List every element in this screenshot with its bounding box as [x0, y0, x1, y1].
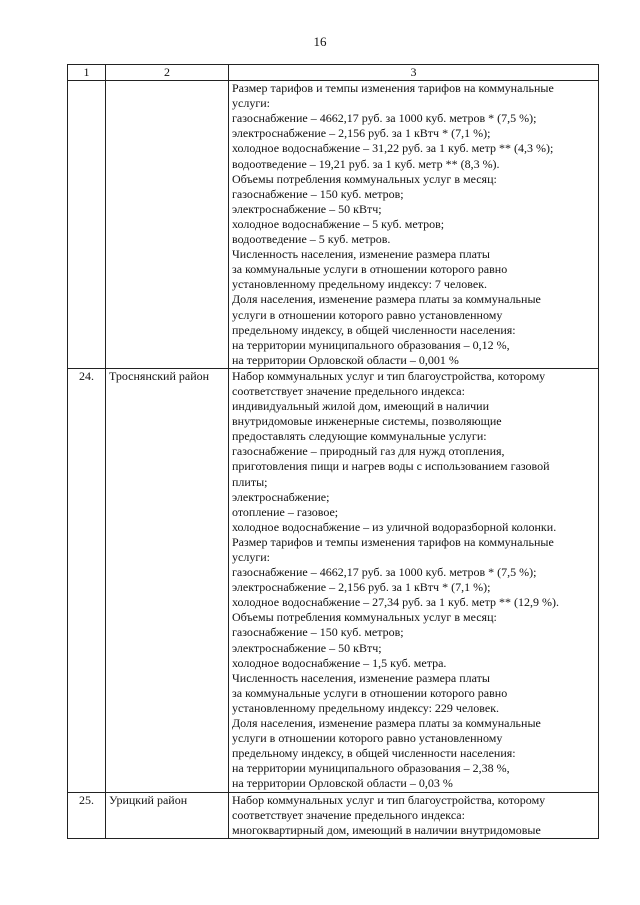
text-line: газоснабжение – 150 куб. метров; — [232, 186, 404, 201]
text-line: многоквартирный дом, имеющий в наличии внутридомовые — [232, 822, 541, 837]
text-line: приготовления пищи и нагрев воды с использованием газовой — [232, 459, 550, 474]
text-line: предоставлять следующие коммунальные услуги: — [232, 429, 487, 444]
row-number-cell — [68, 81, 106, 369]
text-line: газоснабжение – 150 куб. метров; — [232, 625, 404, 640]
text-line: газоснабжение – природный газ для нужд отопления, — [232, 444, 505, 459]
text-line: газоснабжение – 4662,17 руб. за 1000 куб. метров * (7,5 %); — [232, 565, 537, 580]
text-line: Набор коммунальных услуг и тип благоустройства, которому — [232, 368, 546, 383]
text-line: холодное водоснабжение – 5 куб. метров; — [232, 216, 445, 231]
text-line: установленному предельному индексу: 229 человек. — [232, 700, 500, 715]
row-number-cell: 24. — [68, 368, 106, 792]
text-line: внутридомовые инженерные системы, позволяющие — [232, 414, 502, 429]
text-line: за коммунальные услуги в отношении которого равно — [232, 262, 508, 277]
text-line: на территории муниципального образования – 0,12 %, — [232, 337, 510, 352]
text-line: установленному предельному индексу: 7 человек. — [232, 277, 488, 292]
text-line: холодное водоснабжение – 1,5 куб. метра. — [232, 655, 447, 670]
text-line: Размер тарифов и темпы изменения тарифов на коммунальные — [232, 534, 554, 549]
text-line: предельному индексу, в общей численности населения: — [232, 746, 516, 761]
text-line: услуги: — [232, 550, 270, 564]
text-line: Доля населения, изменение размера платы за коммунальные — [232, 292, 541, 307]
header-cell-3: 3 — [229, 65, 599, 81]
table-row — [68, 368, 599, 792]
text-line: за коммунальные услуги в отношении которого равно — [232, 685, 508, 700]
text-line: Объемы потребления коммунальных услуг в месяц: — [232, 610, 497, 625]
row-text-cell — [229, 368, 599, 792]
text-line: холодное водоснабжение – 31,22 руб. за 1 куб. метр ** (4,3 %); — [232, 141, 554, 156]
text-line: холодное водоснабжение – из уличной водоразборной колонки. — [232, 519, 557, 534]
page-number: 16 — [313, 34, 327, 49]
text-line: водоотведение – 5 куб. метров. — [232, 232, 391, 247]
header-cell-1: 1 — [68, 65, 106, 81]
text-line: на территории муниципального образования – 2,38 %, — [232, 761, 510, 776]
district-name-cell — [106, 81, 229, 369]
text-line: на территории Орловской области – 0,001 % — [232, 352, 459, 367]
text-line: водоотведение – 19,21 руб. за 1 куб. метр ** (8,3 %). — [232, 156, 500, 171]
text-line: холодное водоснабжение – 27,34 руб. за 1 куб. метр ** (12,9 %). — [232, 595, 559, 610]
text-line: Объемы потребления коммунальных услуг в месяц: — [232, 171, 497, 186]
text-line: соответствует значение предельного индекса: — [232, 807, 465, 822]
text-line: отопление – газовое; — [232, 504, 339, 519]
text-line: электроснабжение – 50 кВтч; — [232, 201, 382, 216]
text-line: электроснабжение – 2,156 руб. за 1 кВтч * (7,1 %); — [232, 126, 491, 141]
row-number-cell: 25. — [68, 792, 106, 838]
header-cell-2: 2 — [106, 65, 229, 81]
text-line: Численность населения, изменение размера платы — [232, 670, 490, 685]
text-line: газоснабжение – 4662,17 руб. за 1000 куб. метров * (7,5 %); — [232, 111, 537, 126]
text-line: на территории Орловской области – 0,03 % — [232, 776, 453, 791]
text-line: соответствует значение предельного индекса: — [232, 383, 465, 398]
table-row — [68, 792, 599, 838]
tariff-table — [67, 64, 599, 839]
text-line: индивидуальный жилой дом, имеющий в наличии — [232, 399, 489, 414]
text-line: электроснабжение – 50 кВтч; — [232, 640, 382, 655]
text-line: услуги в отношении которого равно установленному — [232, 731, 503, 746]
text-line: электроснабжение – 2,156 руб. за 1 кВтч * (7,1 %); — [232, 580, 491, 595]
text-line: услуги: — [232, 96, 270, 111]
text-line: предельному индексу, в общей численности населения: — [232, 322, 516, 337]
table-row — [68, 81, 599, 369]
district-name-cell: Троснянский район — [106, 368, 229, 792]
text-line: электроснабжение; — [232, 489, 330, 504]
table-header-row — [68, 65, 599, 81]
text-line: Численность населения, изменение размера платы — [232, 247, 490, 262]
district-name-cell: Урицкий район — [106, 792, 229, 838]
row-text-cell — [229, 81, 599, 369]
text-line: плиты; — [232, 474, 268, 489]
text-line: Набор коммунальных услуг и тип благоустройства, которому — [232, 792, 546, 807]
row-text-cell — [229, 792, 599, 838]
text-line: Размер тарифов и темпы изменения тарифов на коммунальные — [232, 81, 554, 96]
text-line: Доля населения, изменение размера платы за коммунальные — [232, 716, 541, 731]
text-line: услуги в отношении которого равно установленному — [232, 307, 503, 322]
